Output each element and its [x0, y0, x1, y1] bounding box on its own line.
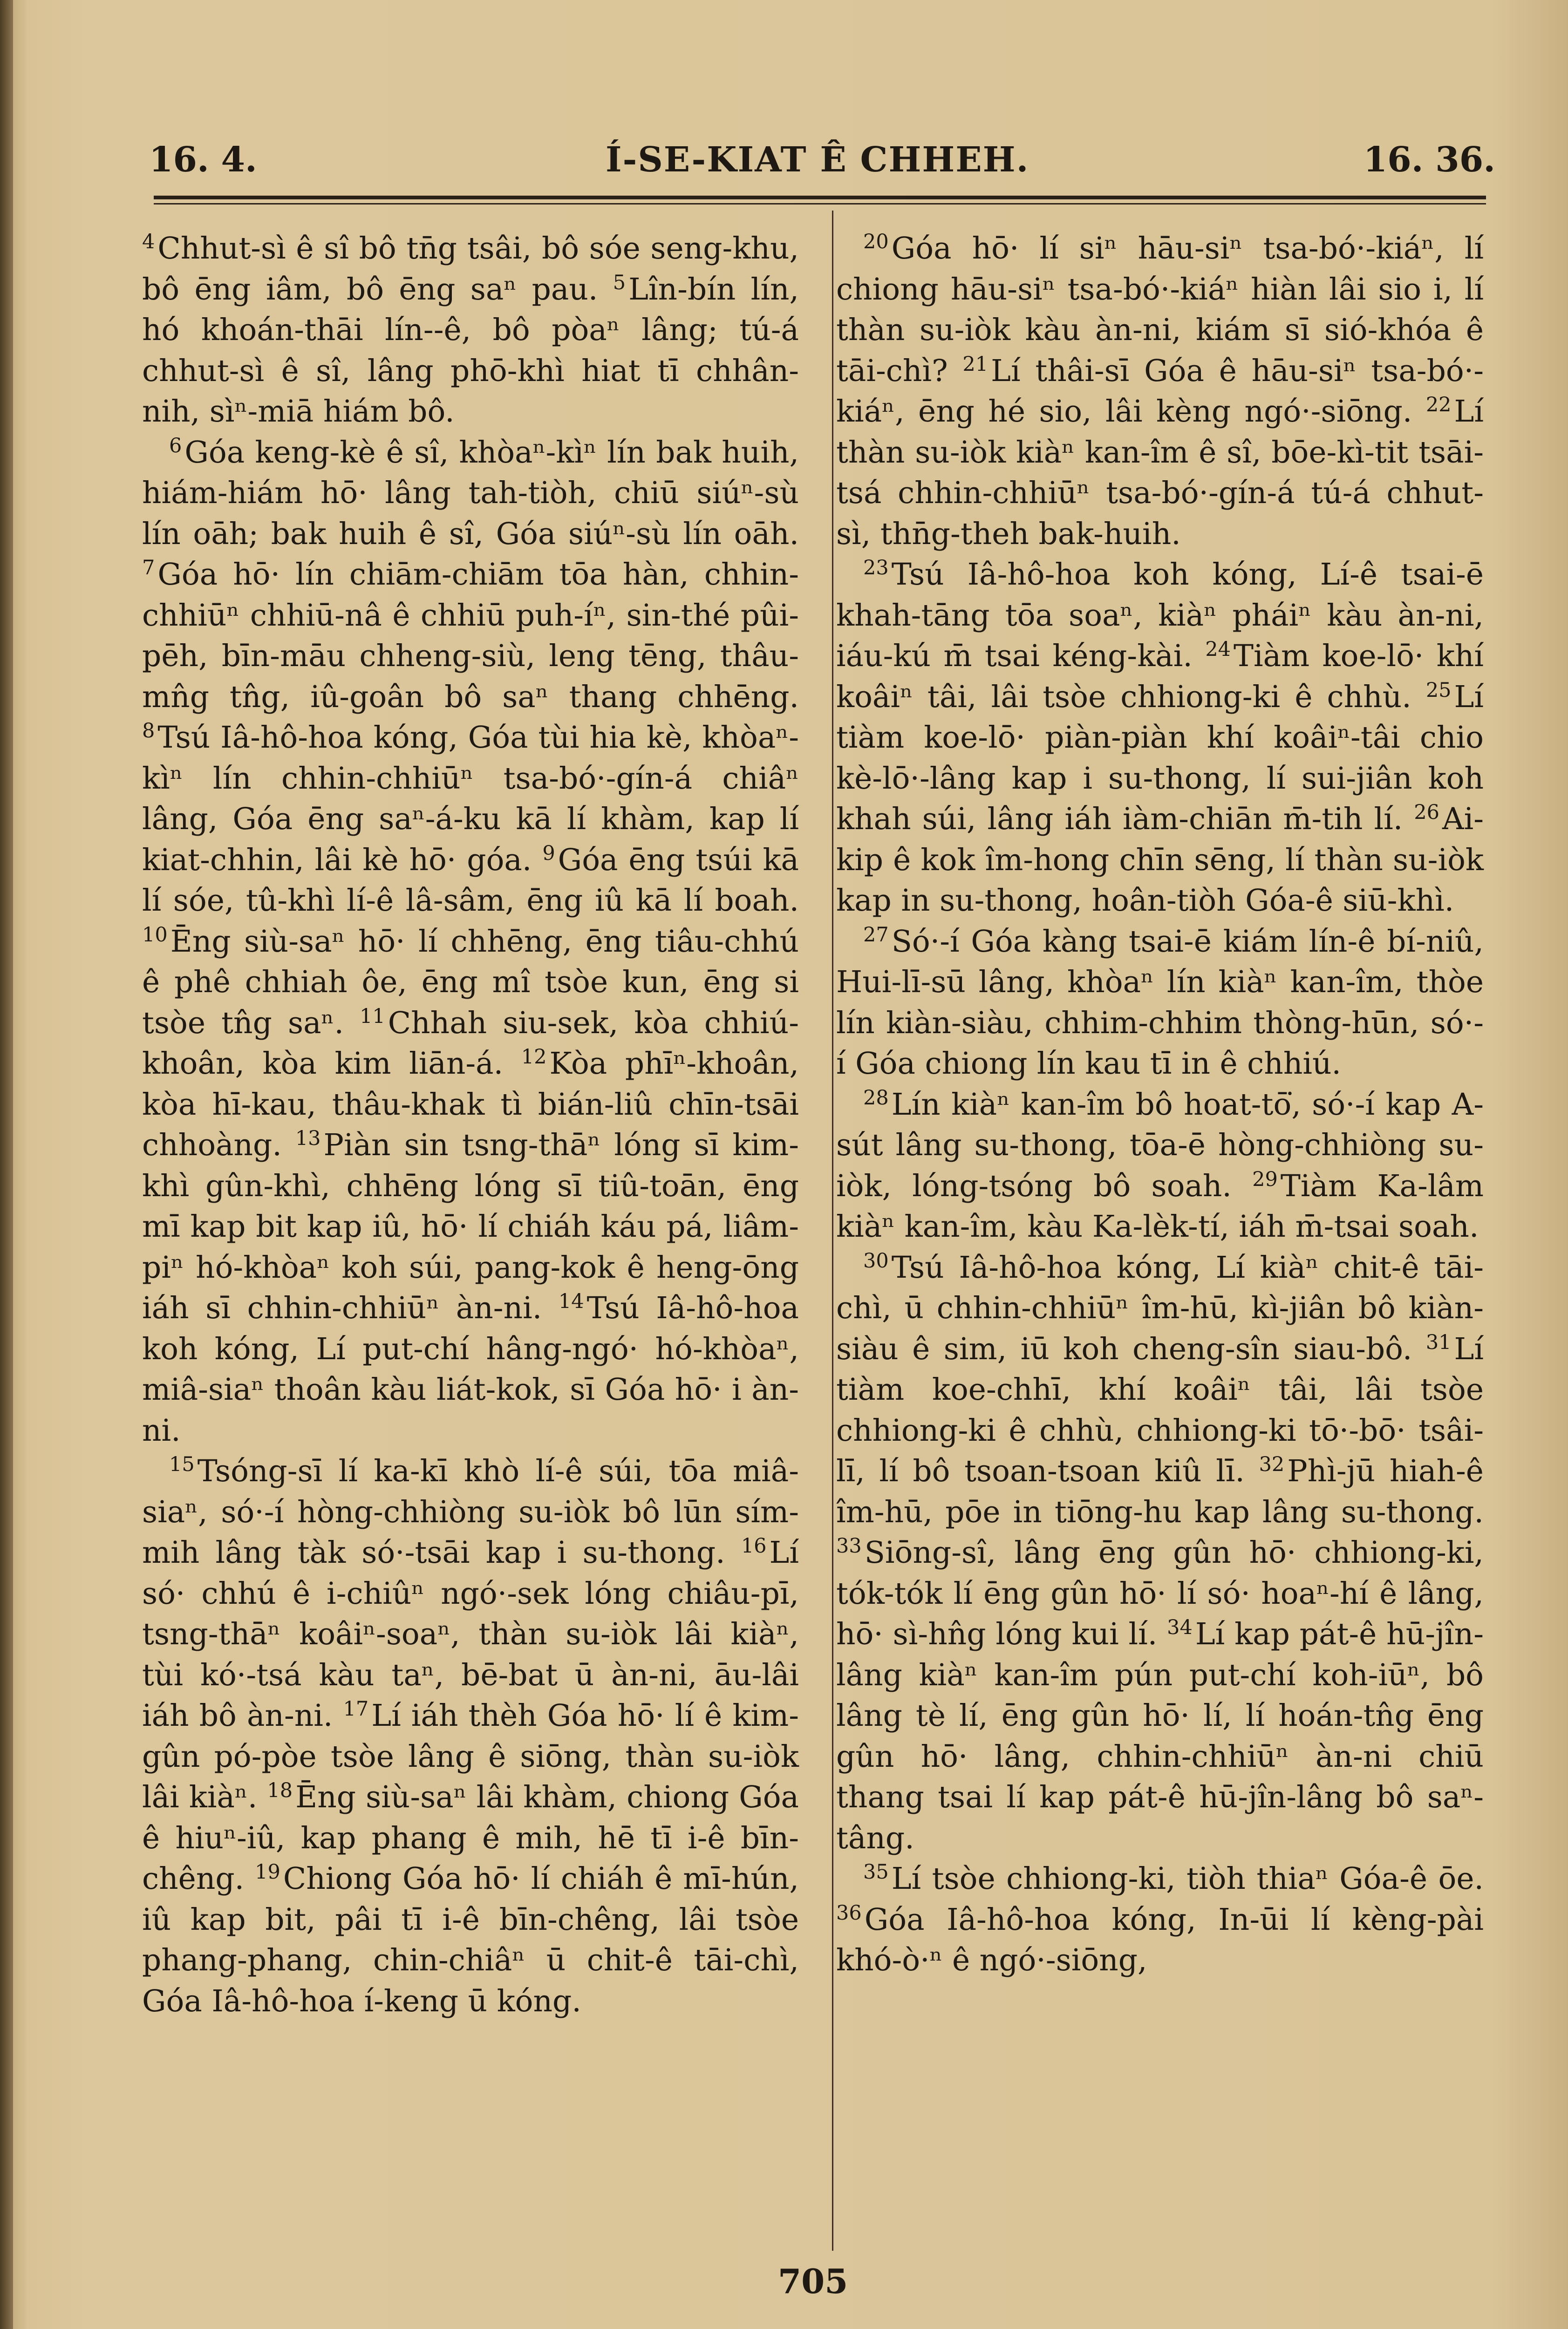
verse-text: Lí kap pát-ê hū-jîn-lâng kiàⁿ kan-îm pún put-chí koh-iūⁿ, bô lâng tè lí, ēng gûn hō· lí, lí hoán-tn̂g ēng gûn hō· lâng, chhin-chhiūⁿ àn-ni chiū thang tsai lí kap pát-ê hū-jîn-lâng bô saⁿ-tâng.: [836, 1617, 1484, 1856]
verse-text: Lí iáh thèh Góa hō· lí ê kim-gûn pó-pòe tsòe lâng ê siōng, thàn su-iòk lâi kiàⁿ.: [142, 1698, 799, 1815]
verse-number: 26: [1414, 801, 1439, 824]
header-rule-thick: [154, 196, 1486, 199]
verse-number: 8: [142, 719, 155, 742]
paragraph: [142, 228, 799, 432]
verse-number: 17: [343, 1697, 369, 1721]
header-book-title: Í-SE-KIAT Ê CHHEH.: [606, 140, 1029, 180]
verse-text: Tsú Iâ-hô-hoa koh kóng, Lí-ê tsai-ē khah-tāng tōa soaⁿ, kiàⁿ pháiⁿ kàu àn-ni, iáu-kú m̄ tsai kéng-kài.: [836, 557, 1484, 674]
verse-text: Piàn sin tsng-thāⁿ lóng sī kim-khì gûn-khì, chhēng lóng sī tiû-toān, ēng mī kap bit kap iû, hō· lí chiáh káu pá, liâm-piⁿ hó-khòaⁿ koh súi, pang-kok ê heng-ōng iáh sī chhin-chhiūⁿ àn-ni.: [142, 1128, 799, 1326]
verse-number: 13: [295, 1127, 321, 1150]
verse-text: Góa hō· lín chiām-chiām tōa hàn, chhin-chhiūⁿ chhiū-nâ ê chhiū puh-íⁿ, sin-thé pûi-pēh, bīn-māu chheng-siù, leng tēng, thâu-mn̂g tn̂g, iû-goân bô saⁿ thang chhēng.: [142, 557, 799, 715]
verse-text: Góa Iâ-hô-hoa kóng, In-ūi lí kèng-pài khó-ò·ⁿ ê ngó·-siōng,: [836, 1902, 1484, 1978]
header-rule-thin: [154, 203, 1486, 204]
verse-text: Tsóng-sī lí ka-kī khò lí-ê súi, tōa miâ-siaⁿ, só·-í hòng-chhiòng su-iòk bô lūn sím-mih lâng tàk só·-tsāi kap i su-thong.: [142, 1454, 799, 1570]
verse-number: 35: [863, 1860, 889, 1884]
paragraph: [836, 554, 1484, 921]
verse-number: 25: [1425, 678, 1452, 702]
paragraph: [836, 1084, 1484, 1247]
paragraph: [836, 1247, 1484, 1859]
verse-text: Tiàm koe-lō· khí koâiⁿ tâi, lâi tsòe chhiong-ki ê chhù.: [836, 639, 1484, 715]
verse-text: Ēng siù-saⁿ lâi khàm, chiong Góa ê hiuⁿ-iû, kap phang ê mih, hē tī i-ê bīn-chêng.: [142, 1780, 799, 1896]
verse-text: Kòa phīⁿ-khoân, kòa hī-kau, thâu-khak tì bián-liû chīn-tsāi chhoàng.: [142, 1046, 799, 1163]
verse-text: Lí tsòe chhiong-ki, tiòh thiaⁿ Góa-ê ōe.: [891, 1861, 1484, 1896]
verse-text: Ai-kip ê kok îm-hong chīn sēng, lí thàn su-iòk kap in su-thong, hoân-tiòh Góa-ê siū-khì.: [836, 802, 1484, 918]
text-column-right: [836, 228, 1484, 2259]
paragraph: [836, 1859, 1484, 1981]
verse-text: Phì-jū hiah-ê îm-hū, pōe in tiōng-hu kap lâng su-thong.: [836, 1454, 1484, 1530]
verse-number: 21: [962, 352, 989, 376]
verse-number: 19: [255, 1860, 280, 1884]
verse-number: 16: [741, 1534, 767, 1558]
verse-text: Ēng siù-saⁿ hō· lí chhēng, ēng tiâu-chhú ê phê chhiah ôe, ēng mî tsòe kun, ēng si tsòe tn̂g saⁿ.: [142, 924, 799, 1041]
paragraph: [142, 1451, 799, 2022]
verse-number: 23: [863, 556, 889, 579]
verse-text: Lí tiàm koe-chhī, khí koâiⁿ tâi, lâi tsòe chhiong-ki ê chhù, chhiong-ki tō·-bō· tsâi-lī, lí bô tsoan-tsoan kiû lī.: [836, 1331, 1484, 1489]
verse-text: Lí tiàm koe-lō· piàn-piàn khí koâiⁿ-tâi chio kè-lō·-lâng kap i su-thong, lí sui-jiân koh khah súi, lâng iáh iàm-chiān m̄-tih lí.: [836, 679, 1484, 837]
header-chapter-start: 16. 4.: [149, 140, 257, 180]
verse-text: Só·-í Góa kàng tsai-ē kiám lín-ê bí-niû, Hui-lī-sū lâng, khòaⁿ lín kiàⁿ kan-îm, thòe lín kiàn-siàu, chhim-chhim thòng-hūn, só·-í Góa chiong lín kau tī in ê chhiú.: [836, 924, 1484, 1081]
verse-number: 5: [613, 271, 626, 294]
verse-text: Góa keng-kè ê sî, khòaⁿ-kìⁿ lín bak huih, hiám-hiám hō· lâng tah-tiòh, chiū siúⁿ-sù lín oāh; bak huih ê sî, Góa siúⁿ-sù lín oāh.: [142, 435, 799, 552]
verse-number: 29: [1252, 1167, 1278, 1191]
verse-text: Lîn-bín lín, hó khoán-thāi lín--ê, bô pòaⁿ lâng; tú-á chhut-sì ê sî, lâng phō-khì hiat tī chhân-nih, sìⁿ-miā hiám bô.: [142, 272, 799, 429]
verse-number: 20: [863, 230, 889, 253]
column-divider: [832, 211, 833, 2251]
verse-number: 36: [836, 1901, 862, 1925]
verse-number: 14: [558, 1290, 584, 1313]
verse-number: 32: [1259, 1453, 1285, 1476]
verse-number: 15: [169, 1453, 195, 1476]
verse-number: 28: [863, 1086, 889, 1110]
verse-number: 4: [142, 230, 155, 253]
verse-text: Lí thàn su-iòk kiàⁿ kan-îm ê sî, bōe-kì-tit tsāi-tsá chhin-chhiūⁿ tsa-bó·-gín-á tú-á chhut-sì, thn̄g-theh bak-huih.: [836, 394, 1484, 552]
paragraph: [836, 228, 1484, 554]
text-column-left: [142, 228, 799, 2259]
book-binding-edge: [0, 0, 13, 2329]
verse-number: 11: [360, 1004, 385, 1028]
verse-number: 22: [1425, 393, 1452, 416]
verse-number: 30: [863, 1249, 889, 1273]
verse-text: Tsú Iâ-hô-hoa kóng, Lí kiàⁿ chit-ê tāi-chì, ū chhin-chhiūⁿ îm-hū, kì-jiân bô kiàn-siàu ê sim, iū koh cheng-sîn siau-bô.: [836, 1250, 1484, 1367]
verse-text: Siōng-sî, lâng ēng gûn hō· chhiong-ki, tók-tók lí ēng gûn hō· lí só· hoaⁿ-hí ê lâng, hō· sì-hn̂g lóng kui lí.: [836, 1535, 1484, 1652]
verse-number: 9: [542, 841, 555, 865]
verse-text: Lí só· chhú ê i-chiûⁿ ngó·-sek lóng chiâu-pī, tsng-thāⁿ koâiⁿ-soaⁿ, thàn su-iòk lâi kiàⁿ, tùi kó·-tsá kàu taⁿ, bē-bat ū àn-ni, āu-lâi iáh bô àn-ni.: [142, 1535, 799, 1733]
verse-text: Tiàm Ka-lâm kiàⁿ kan-îm, kàu Ka-lèk-tí, iáh m̄-tsai soah.: [836, 1168, 1484, 1244]
header-chapter-end: 16. 36.: [1363, 140, 1495, 180]
verse-text: Lín kiàⁿ kan-îm bô hoat-tō͘, só·-í kap A-sút lâng su-thong, tōa-ē hòng-chhiòng su-iòk, lóng-tsóng bô soah.: [836, 1087, 1484, 1204]
verse-number: 31: [1425, 1330, 1452, 1354]
verse-text: Tsú Iâ-hô-hoa kóng, Góa tùi hia kè, khòaⁿ-kìⁿ lín chhin-chhiūⁿ tsa-bó·-gín-á chiâⁿ lâng, Góa ēng saⁿ-á-ku kā lí khàm, kap lí kiat-chhin, lâi kè hō· góa.: [142, 720, 799, 878]
verse-text: Góa hō· lí siⁿ hāu-siⁿ tsa-bó·-kiáⁿ, lí chiong hāu-siⁿ tsa-bó·-kiáⁿ hiàn lâi sio i, lí thàn su-iòk kàu àn-ni, kiám sī sió-khóa ê tāi-chì?: [836, 231, 1484, 388]
verse-text: Tsú Iâ-hô-hoa koh kóng, Lí put-chí hâng-ngó· hó-khòaⁿ, miâ-siaⁿ thoân kàu liát-kok, sī Góa hō· i àn-ni.: [142, 1291, 799, 1448]
page-number: 705: [778, 2261, 848, 2301]
verse-number: 10: [142, 923, 168, 947]
verse-text: Góa ēng tsúi kā lí sóe, tû-khì lí-ê lâ-sâm, ēng iû kā lí boah.: [142, 842, 799, 918]
running-header: [140, 135, 1495, 186]
paragraph: [142, 432, 799, 1451]
verse-number: 24: [1205, 638, 1231, 661]
verse-number: 33: [836, 1534, 862, 1558]
verse-text: Lí thâi-sī Góa ê hāu-siⁿ tsa-bó·-kiáⁿ, ēng hé sio, lâi kèng ngó·-siōng.: [836, 353, 1484, 429]
verse-number: 34: [1167, 1616, 1193, 1639]
verse-text: Chhut-sì ê sî bô tn̄g tsâi, bô sóe seng-khu, bô ēng iâm, bô ēng saⁿ pau.: [142, 231, 799, 307]
verse-number: 12: [521, 1045, 547, 1069]
verse-text: Chhah siu-sek, kòa chhiú-khoân, kòa kim liān-á.: [142, 1005, 799, 1081]
verse-text: Chiong Góa hō· lí chiáh ê mī-hún, iû kap bit, pâi tī i-ê bīn-chêng, lâi tsòe phang-phang, chin-chiâⁿ ū chit-ê tāi-chì, Góa Iâ-hô-hoa í-keng ū kóng.: [142, 1861, 799, 2019]
verse-number: 7: [142, 556, 155, 579]
verse-number: 18: [267, 1779, 293, 1802]
paragraph: [836, 921, 1484, 1084]
verse-number: 6: [169, 434, 182, 457]
verse-number: 27: [863, 923, 889, 947]
